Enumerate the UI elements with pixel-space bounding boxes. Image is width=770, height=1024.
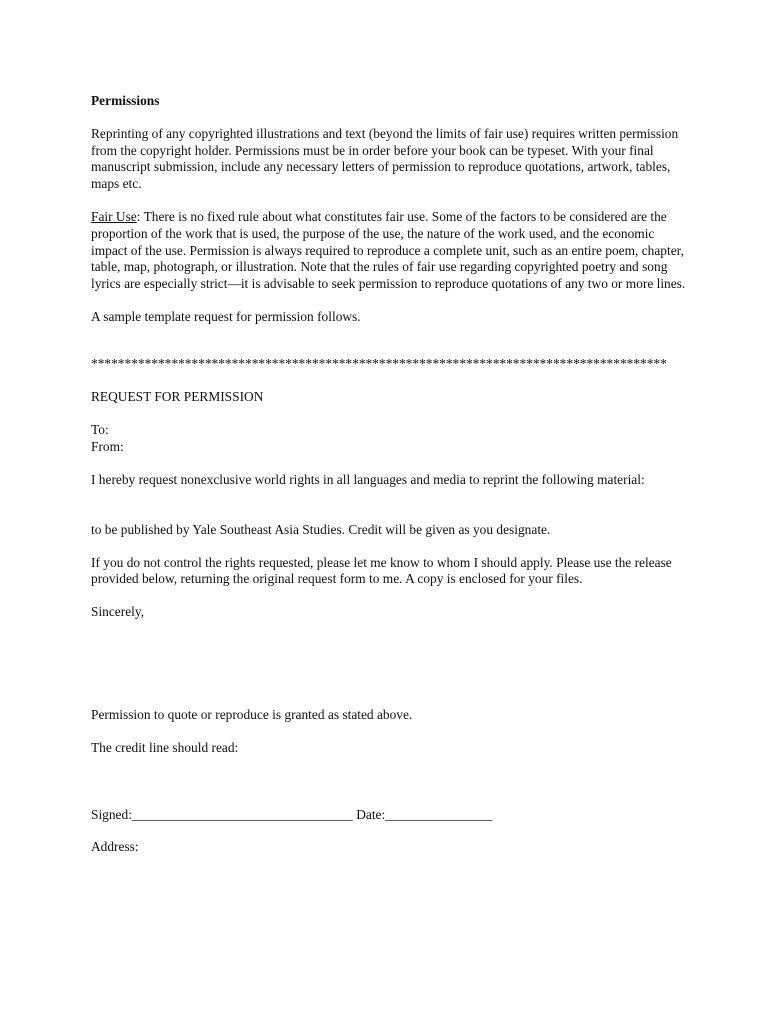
granted-text: Permission to quote or reproduce is granted as stated above. bbox=[91, 706, 413, 722]
intro-paragraph: Reprinting of any copyrighted illustrations and text (beyond the limits of fair use) requires written permission from the copyright holder. Permissions must be in order before your book can be typeset. With your final manuscript submission, include any necessary letters of permission to reproduce quotations, artwork, tables, maps etc. bbox=[91, 125, 679, 192]
document-body bbox=[91, 93, 691, 856]
to-label: To: bbox=[91, 422, 109, 438]
signature-date-line: Signed:_________________________________ Date:________________ bbox=[91, 806, 493, 822]
closing-text: Sincerely, bbox=[91, 604, 145, 620]
fair-use-paragraph bbox=[91, 209, 691, 293]
credit-line-text: The credit line should read: bbox=[91, 739, 239, 755]
request-title: REQUEST FOR PERMISSION bbox=[91, 388, 264, 404]
request-text: I hereby request nonexclusive world rights in all languages and media to reprint the following material: bbox=[91, 471, 645, 487]
separator-line: ************************************************************************************** bbox=[91, 355, 667, 371]
page-title: Permissions bbox=[91, 93, 160, 108]
published-text: to be published by Yale Southeast Asia Studies. Credit will be given as you designate. bbox=[91, 521, 551, 537]
control-text: If you do not control the rights requested, please let me know to whom I should apply. Please use the release provided below, returning the original request form to me. A copy is enclosed for your files. bbox=[91, 554, 672, 587]
sample-note: A sample template request for permission follows. bbox=[91, 308, 361, 324]
from-label: From: bbox=[91, 439, 124, 455]
fair-use-text: : There is no fixed rule about what constitutes fair use. Some of the factors to be considered are the proportion of the work that is used, the purpose of the use, the nature of the work used, and the economic impact of the use. Permission is always required to reproduce a complete unit, such as an entire poem, chapter, table, map, photograph, or illustration. Note that the rules of fair use regarding copyrighted poetry and song lyrics are especially strict—it is advisable to seek permission to reproduce quotations of any two or more lines. bbox=[91, 208, 686, 292]
fair-use-label: Fair Use bbox=[91, 208, 137, 224]
address-label: Address: bbox=[91, 839, 139, 855]
